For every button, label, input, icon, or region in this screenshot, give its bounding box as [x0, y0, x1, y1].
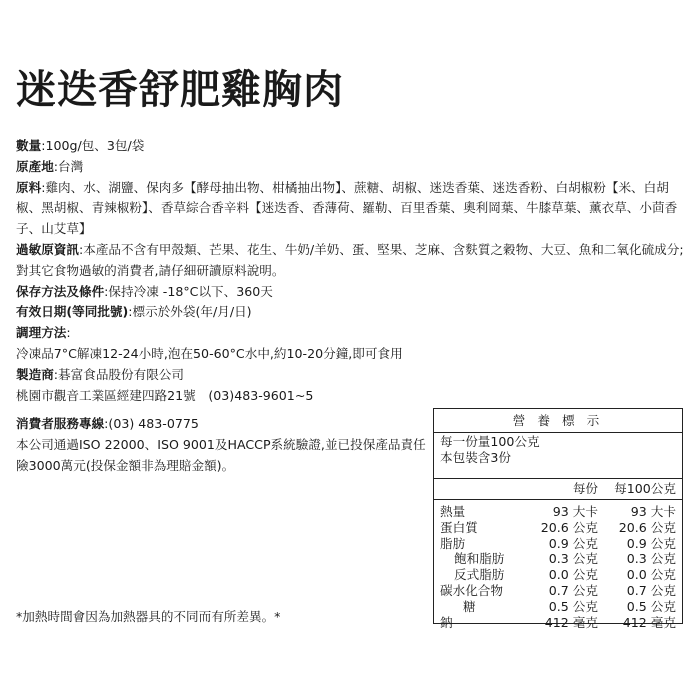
- nutrient-per-serving: 0.3 公克: [548, 551, 598, 567]
- nutrient-per-serving: 0.9 公克: [548, 535, 598, 551]
- nutrient-per-serving: 0.0 公克: [548, 567, 598, 583]
- nutrition-row: [434, 599, 682, 615]
- nutrient-name: 碳水化合物: [440, 582, 503, 598]
- storage-row: 保存方法及條件:保持冷凍 -18°C以下、360天: [16, 283, 273, 299]
- ingredients-value: 雞肉、水、湖鹽、保肉多【酵母抽出物、柑橘抽出物】、蔗糖、胡椒、迷迭香葉、迷迭香粉、白胡椒粉【米、白胡椒、黑胡椒、青辣椒粉】、香草綜合香辛料【迷迭香、香薄荷、羅勒、百里香葉、奧利岡葉、牛膝草葉、薰衣草、小茴香子、山艾草】: [16, 179, 678, 237]
- service-block: [16, 414, 426, 476]
- certification-text: 本公司通過ISO 22000、ISO 9001及HACCP系統驗證,並已投保產品責任險3000萬元(投保金額非為理賠金額)。: [16, 436, 426, 473]
- ingredients-row: 原料:雞肉、水、湖鹽、保肉多【酵母抽出物、柑橘抽出物】、蔗糖、胡椒、迷迭香葉、迷迭香粉、白胡椒粉【米、白胡椒、黑胡椒、青辣椒粉】、香草綜合香辛料【迷迭香、香薄荷、羅勒、百里香葉、奧利岡葉、牛膝草葉、薰衣草、小茴香子、山艾草】: [16, 179, 678, 237]
- allergen-label: 過敏原資訊: [16, 241, 79, 257]
- nutrient-per-serving: 93 大卡: [552, 504, 598, 519]
- nutrient-name: 反式脂肪: [454, 567, 505, 583]
- nutrition-row: [434, 615, 682, 631]
- nutrient-name: 飽和脂肪: [454, 551, 505, 567]
- serving-size: 每一份量100公克: [440, 434, 540, 449]
- expiry-row: 有效日期(等同批號):標示於外袋(年/月/日): [16, 304, 252, 320]
- storage-value: 保持冷凍 -18°C以下、360天: [108, 283, 273, 299]
- nutrient-name: 鈉: [440, 614, 453, 630]
- service-label: 消費者服務專線: [16, 416, 105, 431]
- nutrient-name: 糖: [463, 598, 476, 614]
- nutrient-per-100g: 20.6 公克: [618, 519, 676, 535]
- service-row: 消費者服務專線:(03) 483-0775: [16, 416, 199, 431]
- nutrient-per-100g: 0.3 公克: [626, 551, 676, 567]
- manufacturer-value: 碁富食品股份有限公司: [58, 366, 184, 382]
- servings-per-pack: 本包裝含3份: [440, 450, 511, 465]
- nutrition-row: [434, 551, 682, 567]
- cooking-label-row: 調理方法:: [16, 325, 71, 341]
- nutrient-name: 熱量: [440, 504, 466, 519]
- storage-label: 保存方法及條件: [16, 283, 105, 299]
- origin-row: 原產地:台灣: [16, 158, 84, 174]
- nutrition-table: [433, 408, 683, 630]
- nutrition-row: [434, 520, 682, 536]
- nutrient-per-serving: 412 毫克: [544, 614, 598, 630]
- nutrition-body: [434, 500, 682, 630]
- service-phone: (03) 483-0775: [108, 416, 199, 431]
- quantity-row: 數量:100g/包、3包/袋: [16, 138, 145, 153]
- nutrition-row: [434, 567, 682, 583]
- nutrient-name: 脂肪: [440, 535, 466, 551]
- manufacturer-address: 桃園市觀音工業區經建四路21號 (03)483-9601~5: [16, 387, 314, 403]
- product-details: [16, 136, 686, 406]
- nutrition-row: [434, 583, 682, 599]
- nutrient-per-100g: 93 大卡: [630, 504, 676, 519]
- allergen-row: 過敏原資訊:本產品不含有甲殼類、芒果、花生、牛奶/羊奶、蛋、堅果、芝麻、含麩質之穀物、大豆、魚和二氧化硫成分;對其它食物過敏的消費者,請仔細研讀原料說明。: [16, 241, 684, 278]
- nutrient-name: 蛋白質: [440, 519, 478, 535]
- nutrient-per-100g: 0.7 公克: [626, 582, 676, 598]
- nutrition-title: 營 養 標 示: [434, 409, 682, 433]
- allergen-value: 本產品不含有甲殼類、芒果、花生、牛奶/羊奶、蛋、堅果、芝麻、含麩質之穀物、大豆、魚和二氧化硫成分;對其它食物過敏的消費者,請仔細研讀原料說明。: [16, 241, 684, 278]
- col-per-100g: 每100公克: [614, 481, 676, 496]
- nutrition-row: [434, 504, 682, 520]
- quantity-value: 100g/包、3包/袋: [45, 138, 145, 153]
- ingredients-label: 原料: [16, 179, 42, 195]
- cooking-label: 調理方法: [16, 325, 67, 341]
- nutrition-row: [434, 536, 682, 552]
- quantity-label: 數量: [16, 138, 42, 153]
- serving-info: [434, 433, 682, 479]
- nutrition-column-header: [434, 479, 682, 500]
- origin-label: 原產地: [16, 158, 54, 174]
- nutrient-per-serving: 0.7 公克: [548, 582, 598, 598]
- nutrient-per-100g: 0.0 公克: [626, 567, 676, 583]
- nutrient-per-100g: 0.5 公克: [626, 598, 676, 614]
- col-per-serving: 每份: [572, 481, 598, 496]
- nutrient-per-serving: 20.6 公克: [540, 519, 598, 535]
- nutrient-per-100g: 412 毫克: [622, 614, 676, 630]
- nutrient-per-serving: 0.5 公克: [548, 598, 598, 614]
- cooking-value: 冷凍品7°C解凍12-24小時,泡在50-60°C水中,約10-20分鐘,即可食用: [16, 345, 403, 361]
- nutrient-per-100g: 0.9 公克: [626, 535, 676, 551]
- expiry-value: 標示於外袋(年/月/日): [132, 304, 252, 320]
- manufacturer-label: 製造商: [16, 366, 54, 382]
- product-title: 迷迭香舒肥雞胸肉: [16, 67, 344, 113]
- manufacturer-row: 製造商:碁富食品股份有限公司: [16, 366, 184, 382]
- heating-note: *加熱時間會因為加熱器具的不同而有所差異。*: [16, 609, 281, 624]
- origin-value: 台灣: [58, 158, 84, 174]
- expiry-label: 有效日期(等同批號): [16, 304, 129, 320]
